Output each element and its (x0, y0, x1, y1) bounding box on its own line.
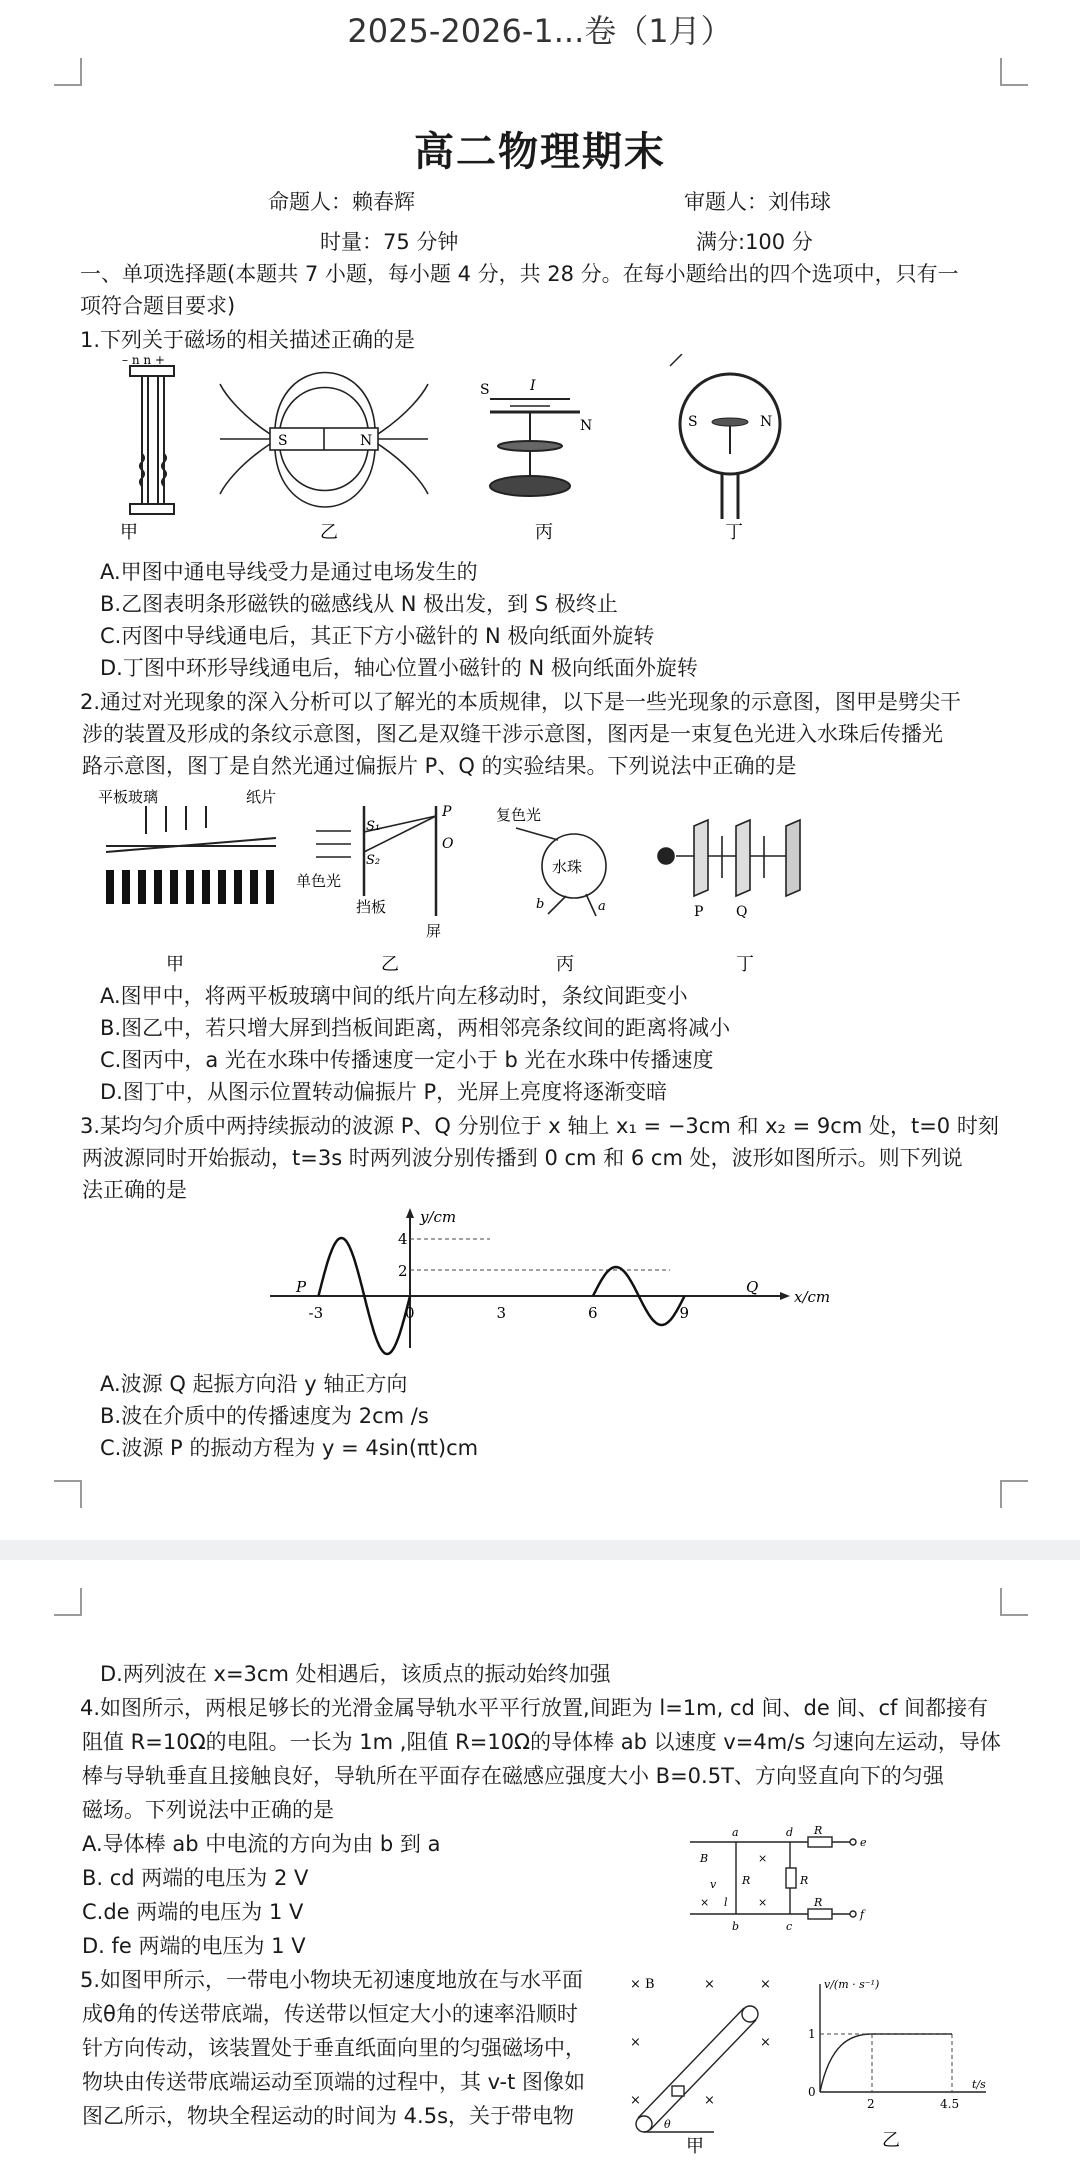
q2-b: b (536, 897, 545, 912)
q2-figures (96, 786, 816, 976)
q1-fig-label: 丁 (725, 522, 743, 543)
q2-fringes (106, 870, 274, 904)
q1-fig-label: 丙 (535, 522, 553, 543)
exam-page-2[interactable] (0, 1560, 1080, 2164)
q1-option-b[interactable]: B.乙图表明条形磁铁的磁感线从 N 极出发，到 S 极终止 (100, 592, 618, 616)
q3-xtick-4: 9 (679, 1304, 690, 1322)
q4-option-c[interactable]: C.de 两端的电压为 1 V (82, 1900, 304, 1924)
q4-circuit (680, 1822, 910, 1942)
q5-vt-xlabel: t/s (972, 2078, 986, 2091)
q5-stem: 5.如图甲所示，一带电小物块无初速度地放在与水平面 (80, 1968, 584, 1992)
q2-s1: S₁ (366, 819, 381, 834)
section-heading: 一、单项选择题(本题共 7 小题，每小题 4 分，共 28 分。在每小题给出的四个选项中，只有一 (80, 262, 959, 286)
q5-theta: θ (664, 2118, 671, 2131)
q1-fig-ding-n: N (760, 414, 773, 430)
q2-label-screen: 屏 (426, 922, 442, 940)
q2-fig-jia (106, 806, 276, 852)
q5-cross: × (760, 2035, 771, 2050)
q5-vt-tick: 1 (808, 2027, 816, 2041)
q2-label-compound: 复色光 (496, 806, 542, 824)
q4-option-a[interactable]: A.导体棒 ab 中电流的方向为由 b 到 a (82, 1832, 441, 1856)
q4-e: e (860, 1836, 867, 1849)
q2-p: P (442, 804, 452, 820)
q1-fig-jia (130, 366, 174, 514)
q1-magnet-s: S (278, 433, 288, 449)
q5-vt-graph (800, 1974, 1000, 2154)
q4-d: d (786, 1826, 794, 1839)
q4-r-cf: R (814, 1896, 823, 1909)
q3-label-q: Q (746, 1278, 759, 1296)
q2-a: a (598, 899, 606, 914)
q5-vt-ylabel: v/(m · s⁻¹) (824, 1978, 880, 1991)
q2-option-c[interactable]: C.图丙中，a 光在水珠中传播速度一定小于 b 光在水珠中传播速度 (100, 1048, 714, 1072)
q3-x-arrow (780, 1292, 790, 1300)
q3-option-c[interactable]: C.波源 P 的振动方程为 y = 4sin(πt)cm (100, 1436, 479, 1460)
score-line: 满分:100 分 (696, 230, 813, 254)
q3-option-d[interactable]: D.两列波在 x=3cm 处相遇后，该质点的振动始终加强 (100, 1662, 611, 1686)
q1-figures (110, 354, 810, 544)
page-corner-mark (1000, 58, 1028, 86)
q4-c: c (786, 1920, 793, 1933)
q3-ytick-2: 2 (398, 1262, 408, 1280)
q3-ylabel: y/cm (420, 1208, 457, 1226)
q2-label-drop: 水珠 (552, 858, 583, 876)
q1-fig-bing (490, 399, 580, 496)
q2-s2: S₂ (366, 853, 381, 868)
q2-fig-label: 丁 (736, 954, 754, 975)
q1-fig-label: 乙 (320, 522, 338, 543)
q5-vt-tick: 4.5 (940, 2097, 960, 2111)
q5-vt-tick: 0 (808, 2085, 816, 2099)
q5-fig-label-jia: 甲 (686, 2136, 704, 2154)
q4-cross: × (758, 1896, 768, 1909)
q4-cross: × (758, 1852, 768, 1865)
q4-r-rod: R (742, 1874, 751, 1887)
q2-stem: 2.通过对光现象的深入分析可以了解光的本质规律，以下是一些光现象的示意图，图甲是劈尖干 (80, 690, 962, 714)
q5-field-b: × B (630, 1977, 655, 1992)
q2-label-glass: 平板玻璃 (98, 788, 159, 806)
q3-option-b[interactable]: B.波在介质中的传播速度为 2cm /s (100, 1404, 429, 1428)
q5-stem-cont: 图乙所示，物块全程运动的时间为 4.5s，关于带电物 (82, 2104, 575, 2128)
q3-label-p: P (296, 1278, 307, 1296)
q1-option-d[interactable]: D.丁图中环形导线通电后，轴心位置小磁针的 N 极向纸面外旋转 (100, 656, 698, 680)
q4-a: a (732, 1826, 739, 1839)
q4-option-d[interactable]: D. fe 两端的电压为 1 V (82, 1934, 306, 1958)
q2-q-label: Q (736, 904, 748, 920)
q4-v: v (710, 1878, 717, 1891)
q3-xtick-1: 0 (405, 1304, 415, 1322)
q2-fig-ding (658, 820, 800, 896)
q1-magnet-n: N (360, 433, 373, 449)
q5-fig-label-yi: 乙 (882, 2130, 900, 2151)
q1-fig-ding (670, 354, 780, 519)
q1-fig-label: 甲 (120, 522, 138, 543)
exam-title: 高二物理期末 (414, 129, 666, 175)
q5-cross: × (630, 2093, 641, 2108)
page-corner-mark (54, 1480, 82, 1508)
q4-stem-cont: 磁场。下列说法中正确的是 (82, 1798, 334, 1822)
q4-option-b[interactable]: B. cd 两端的电压为 2 V (82, 1866, 309, 1890)
q5-stem-cont: 物块由传送带底端运动至顶端的过程中，其 v-t 图像如 (82, 2070, 586, 2094)
q1-stem: 1.下列关于磁场的相关描述正确的是 (80, 328, 416, 352)
q3-xtick-3: 6 (588, 1304, 598, 1322)
q3-xtick-0: -3 (308, 1304, 324, 1322)
author-line: 命题人：赖春辉 (268, 190, 415, 214)
q4-field-b: B (700, 1852, 709, 1865)
q2-label-paper: 纸片 (246, 788, 277, 806)
q3-xtick-2: 3 (496, 1304, 507, 1322)
q2-option-d[interactable]: D.图丁中，从图示位置转动偏振片 P，光屏上亮度将逐渐变暗 (100, 1080, 668, 1104)
q2-option-b[interactable]: B.图乙中，若只增大屏到挡板间距离，两相邻亮条纹间的距离将减小 (100, 1016, 731, 1040)
q5-stem-cont: 针方向传动，该装置处于垂直纸面向里的匀强磁场中， (82, 2036, 586, 2060)
q5-stem-cont: 成θ角的传送带底端，传送带以恒定大小的速率沿顺时 (82, 2002, 578, 2026)
q5-cross: × (630, 2035, 641, 2050)
q2-option-a[interactable]: A.图甲中，将两平板玻璃中间的纸片向左移动时，条纹间距变小 (100, 984, 688, 1008)
q2-p-label: P (694, 904, 704, 920)
q4-stem-cont: 棒与导轨垂直且接触良好，导轨所在平面存在磁感应强度大小 B=0.5T、方向竖直向下的匀强 (82, 1764, 944, 1788)
q2-fig-label: 甲 (166, 954, 184, 975)
q3-xlabel: x/cm (794, 1288, 831, 1306)
q1-fig-yi (220, 373, 428, 508)
q3-stem: 3.某均匀介质中两持续振动的波源 P、Q 分别位于 x 轴上 x₁ = −3cm 和 x₂ = 9cm 处，t=0 时刻 (80, 1114, 999, 1138)
q3-option-a[interactable]: A.波源 Q 起振方向沿 y 轴正方向 (100, 1372, 408, 1396)
page-corner-mark (1000, 1480, 1028, 1508)
q1-fig-bing-i: I (530, 378, 536, 394)
q3-ytick-4: 4 (398, 1230, 408, 1248)
q2-fig-label: 乙 (381, 954, 399, 975)
q4-l: l (724, 1896, 728, 1909)
q2-stem-cont: 涉的装置及形成的条纹示意图，图乙是双缝干涉示意图，图丙是一束复色光进入水珠后传播光 (82, 722, 943, 746)
q2-o: O (442, 836, 454, 852)
q5-vt-tick: 2 (867, 2097, 875, 2111)
page-corner-mark (1000, 1588, 1028, 1616)
q4-r-cd: R (800, 1874, 809, 1887)
document-title-bar (0, 0, 1080, 58)
q1-fig-bing-s: S (480, 382, 490, 398)
q4-stem: 4.如图所示，两根足够长的光滑金属导轨水平平行放置,间距为 l=1m, cd 间、de 间、cf 间都接有 (80, 1696, 989, 1720)
q3-stem-cont: 法正确的是 (82, 1178, 187, 1202)
section-heading-cont: 项符合题目要求) (80, 294, 236, 318)
reviewer-line: 审题人：刘伟球 (684, 190, 831, 214)
time-line: 时量：75 分钟 (320, 230, 459, 254)
q4-cross: × (700, 1896, 710, 1909)
document-title: 2025-2026-1...卷（1月） (347, 12, 733, 50)
q5-cross: × (704, 1977, 715, 1992)
q5-cross: × (760, 1977, 771, 1992)
q3-wave-chart (260, 1208, 840, 1358)
q3-stem-cont: 两波源同时开始振动，t=3s 时两列波分别传播到 0 cm 和 6 cm 处，波形如图所示。则下列说 (82, 1146, 963, 1170)
q5-conveyor-figure (624, 1974, 774, 2154)
exam-page-1[interactable] (0, 58, 1080, 1540)
q2-label-mono: 单色光 (296, 872, 342, 890)
q4-r-de: R (814, 1824, 823, 1837)
q1-fig-jia-sign: – n n + (122, 354, 165, 367)
q2-fig-label: 丙 (556, 954, 574, 975)
q4-stem-cont: 阻值 R=10Ω的电阻。一长为 1m ,阻值 R=10Ω的导体棒 ab 以速度 v=4m/s 匀速向左运动，导体 (82, 1730, 1001, 1754)
q4-b: b (732, 1920, 740, 1933)
q4-f: f (860, 1908, 865, 1921)
q2-label-baffle: 挡板 (356, 898, 387, 916)
page-corner-mark (54, 1588, 82, 1616)
q5-vt-curve (820, 2034, 952, 2092)
q1-fig-bing-n: N (580, 418, 593, 434)
page-corner-mark (54, 58, 82, 86)
q1-fig-ding-s: S (688, 414, 698, 430)
q2-stem-cont: 路示意图，图丁是自然光通过偏振片 P、Q 的实验结果。下列说法中正确的是 (82, 754, 797, 778)
q1-option-a[interactable]: A.甲图中通电导线受力是通过电场发生的 (100, 560, 478, 584)
q1-option-c[interactable]: C.丙图中导线通电后，其正下方小磁针的 N 极向纸面外旋转 (100, 624, 655, 648)
q3-y-arrow (406, 1208, 414, 1218)
q5-cross: × (704, 2093, 715, 2108)
